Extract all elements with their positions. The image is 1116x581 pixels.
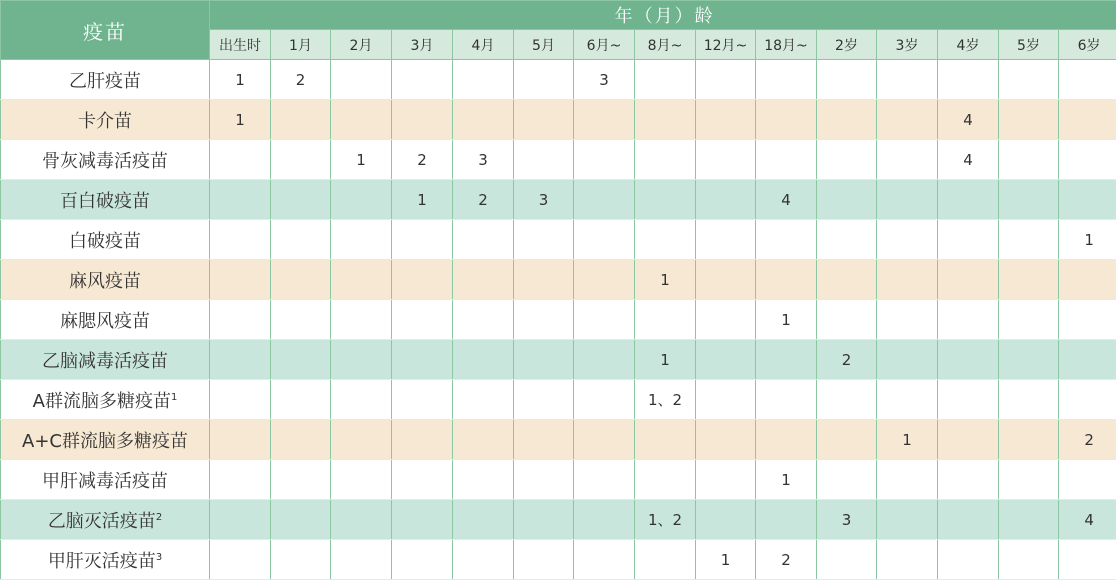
dose-cell	[1059, 100, 1116, 140]
vaccine-name	[1, 300, 210, 340]
dose-cell	[453, 500, 514, 540]
vaccine-name	[1, 60, 210, 100]
table-row	[1, 540, 1116, 580]
footnote-marker: 3	[155, 551, 163, 563]
dose-cell	[210, 260, 271, 300]
age-column-label: 1月	[271, 30, 331, 60]
dose-cell	[574, 220, 635, 260]
dose-cell	[453, 540, 514, 580]
vaccine-name	[1, 180, 210, 220]
footnote-marker: 1	[170, 391, 178, 403]
dose-cell	[696, 220, 756, 260]
vaccine-name-text: 甲肝减毒活疫苗	[42, 470, 168, 492]
vaccine-name-text: 白破疫苗	[69, 230, 141, 252]
dose-cell	[696, 500, 756, 540]
dose-cell	[877, 260, 938, 300]
dose-cell	[392, 300, 453, 340]
dose-cell: 4	[756, 180, 817, 220]
dose-cell	[210, 220, 271, 260]
dose-cell: 1	[696, 540, 756, 580]
dose-cell: 3	[453, 140, 514, 180]
dose-cell	[696, 340, 756, 380]
dose-cell	[938, 300, 999, 340]
dose-cell	[938, 220, 999, 260]
vaccine-name	[1, 100, 210, 140]
dose-cell	[817, 540, 877, 580]
dose-cell	[635, 460, 696, 500]
age-column-label: 3岁	[877, 30, 938, 60]
dose-cell: 3	[574, 60, 635, 100]
dose-cell	[877, 340, 938, 380]
dose-cell	[817, 140, 877, 180]
dose-cell: 2	[453, 180, 514, 220]
dose-cell	[331, 420, 392, 460]
dose-cell	[817, 100, 877, 140]
dose-cell	[392, 540, 453, 580]
dose-cell: 2	[817, 340, 877, 380]
dose-cell	[756, 380, 817, 420]
dose-cell	[696, 260, 756, 300]
table-row	[1, 100, 1116, 140]
dose-cell	[696, 460, 756, 500]
age-column-header: 年（月）龄	[210, 1, 1116, 30]
dose-cell	[756, 340, 817, 380]
dose-cell	[999, 260, 1059, 300]
dose-cell	[1059, 60, 1116, 100]
dose-cell	[938, 180, 999, 220]
dose-cell	[453, 300, 514, 340]
dose-cell	[817, 220, 877, 260]
dose-cell	[453, 460, 514, 500]
footnote-marker: 2	[155, 511, 163, 523]
dose-cell	[574, 380, 635, 420]
dose-cell	[453, 60, 514, 100]
dose-cell: 1、2	[635, 500, 696, 540]
dose-cell	[514, 260, 574, 300]
dose-cell	[1059, 140, 1116, 180]
dose-cell	[877, 540, 938, 580]
vaccine-column-header: 疫苗	[1, 1, 210, 60]
dose-cell	[210, 340, 271, 380]
dose-cell	[392, 100, 453, 140]
dose-cell	[574, 300, 635, 340]
age-column-label: 出生时	[210, 30, 271, 60]
dose-cell	[999, 300, 1059, 340]
dose-cell	[392, 500, 453, 540]
dose-cell	[938, 340, 999, 380]
dose-cell	[453, 340, 514, 380]
dose-cell	[392, 340, 453, 380]
dose-cell	[271, 260, 331, 300]
dose-cell	[635, 540, 696, 580]
dose-cell	[331, 540, 392, 580]
dose-cell	[817, 380, 877, 420]
dose-cell	[756, 260, 817, 300]
dose-cell	[210, 140, 271, 180]
dose-cell	[514, 380, 574, 420]
dose-cell	[210, 500, 271, 540]
dose-cell	[635, 220, 696, 260]
dose-cell	[331, 460, 392, 500]
table-row	[1, 420, 1116, 460]
dose-cell	[756, 140, 817, 180]
dose-cell: 3	[514, 180, 574, 220]
dose-cell	[999, 540, 1059, 580]
dose-cell	[756, 500, 817, 540]
dose-cell	[1059, 460, 1116, 500]
dose-cell	[938, 260, 999, 300]
dose-cell	[635, 100, 696, 140]
dose-cell	[574, 420, 635, 460]
age-column-label: 18月~	[756, 30, 817, 60]
dose-cell	[514, 300, 574, 340]
vaccine-name	[1, 500, 210, 540]
dose-cell	[514, 500, 574, 540]
vaccine-name-text: 麻腮风疫苗	[60, 310, 150, 332]
dose-cell	[877, 180, 938, 220]
vaccine-name-text: 甲肝灭活疫苗	[47, 550, 156, 572]
dose-cell	[271, 140, 331, 180]
dose-cell	[574, 180, 635, 220]
table-row	[1, 380, 1116, 420]
dose-cell	[1059, 540, 1116, 580]
dose-cell	[999, 460, 1059, 500]
dose-cell	[817, 180, 877, 220]
dose-cell	[453, 420, 514, 460]
dose-cell	[999, 340, 1059, 380]
dose-cell: 1	[210, 60, 271, 100]
dose-cell	[331, 260, 392, 300]
dose-cell	[331, 180, 392, 220]
dose-cell: 1	[877, 420, 938, 460]
dose-cell	[271, 300, 331, 340]
dose-cell	[210, 180, 271, 220]
table-row	[1, 260, 1116, 300]
dose-cell	[392, 460, 453, 500]
age-column-label: 2岁	[817, 30, 877, 60]
dose-cell	[999, 380, 1059, 420]
dose-cell	[877, 220, 938, 260]
dose-cell	[331, 500, 392, 540]
dose-cell	[817, 300, 877, 340]
table-row	[1, 180, 1116, 220]
dose-cell	[877, 500, 938, 540]
table-row	[1, 300, 1116, 340]
dose-cell	[756, 60, 817, 100]
dose-cell	[514, 60, 574, 100]
vaccine-name	[1, 140, 210, 180]
dose-cell	[817, 60, 877, 100]
vaccine-name	[1, 380, 210, 420]
dose-cell: 1	[1059, 220, 1116, 260]
vaccine-name	[1, 540, 210, 580]
age-column-label: 5月	[514, 30, 574, 60]
dose-cell	[1059, 300, 1116, 340]
dose-cell	[756, 220, 817, 260]
dose-cell	[574, 460, 635, 500]
table-row	[1, 60, 1116, 100]
age-column-label: 3月	[392, 30, 453, 60]
table-row	[1, 140, 1116, 180]
dose-cell	[331, 220, 392, 260]
dose-cell	[635, 60, 696, 100]
dose-cell	[574, 100, 635, 140]
dose-cell	[938, 500, 999, 540]
vaccine-name	[1, 220, 210, 260]
table-row	[1, 500, 1116, 540]
dose-cell	[453, 380, 514, 420]
vaccine-name-text: 乙肝疫苗	[69, 70, 141, 92]
dose-cell	[635, 420, 696, 460]
dose-cell	[210, 540, 271, 580]
dose-cell	[210, 420, 271, 460]
table-row	[1, 220, 1116, 260]
dose-cell	[331, 380, 392, 420]
dose-cell: 1	[331, 140, 392, 180]
dose-cell	[696, 140, 756, 180]
dose-cell	[635, 180, 696, 220]
dose-cell	[877, 460, 938, 500]
dose-cell	[1059, 340, 1116, 380]
dose-cell	[331, 300, 392, 340]
dose-cell	[1059, 380, 1116, 420]
dose-cell	[574, 140, 635, 180]
dose-cell	[938, 420, 999, 460]
dose-cell	[331, 60, 392, 100]
dose-cell: 2	[392, 140, 453, 180]
dose-cell: 1	[635, 340, 696, 380]
dose-cell: 2	[756, 540, 817, 580]
dose-cell	[210, 460, 271, 500]
dose-cell	[999, 420, 1059, 460]
dose-cell: 4	[938, 140, 999, 180]
dose-cell	[331, 340, 392, 380]
vaccine-name-text: 卡介苗	[78, 110, 132, 132]
vaccine-name	[1, 420, 210, 460]
dose-cell	[696, 380, 756, 420]
age-column-label: 6岁	[1059, 30, 1116, 60]
dose-cell	[696, 180, 756, 220]
dose-cell	[696, 100, 756, 140]
dose-cell: 4	[938, 100, 999, 140]
dose-cell	[877, 300, 938, 340]
dose-cell	[453, 260, 514, 300]
dose-cell	[696, 420, 756, 460]
dose-cell	[514, 340, 574, 380]
dose-cell	[392, 220, 453, 260]
dose-cell	[514, 100, 574, 140]
dose-cell	[696, 60, 756, 100]
dose-cell	[392, 420, 453, 460]
schedule-body	[1, 60, 1116, 580]
dose-cell	[938, 60, 999, 100]
dose-cell	[271, 220, 331, 260]
dose-cell: 2	[1059, 420, 1116, 460]
dose-cell	[635, 140, 696, 180]
dose-cell	[696, 300, 756, 340]
dose-cell	[514, 540, 574, 580]
dose-cell	[210, 380, 271, 420]
dose-cell	[938, 540, 999, 580]
dose-cell	[514, 220, 574, 260]
age-column-label: 12月~	[696, 30, 756, 60]
dose-cell	[877, 140, 938, 180]
vaccine-name-text: 乙脑减毒活疫苗	[42, 350, 168, 372]
dose-cell	[453, 220, 514, 260]
dose-cell	[817, 420, 877, 460]
dose-cell	[271, 500, 331, 540]
dose-cell	[817, 260, 877, 300]
dose-cell	[999, 220, 1059, 260]
dose-cell: 1	[756, 300, 817, 340]
vaccine-name-text: 麻风疫苗	[69, 270, 141, 292]
dose-cell	[392, 380, 453, 420]
dose-cell	[999, 180, 1059, 220]
dose-cell: 2	[271, 60, 331, 100]
age-column-label: 4月	[453, 30, 514, 60]
dose-cell	[574, 500, 635, 540]
dose-cell	[756, 100, 817, 140]
age-column-label: 6月~	[574, 30, 635, 60]
age-column-label: 8月~	[635, 30, 696, 60]
dose-cell	[999, 100, 1059, 140]
dose-cell	[938, 460, 999, 500]
dose-cell	[877, 60, 938, 100]
dose-cell	[271, 100, 331, 140]
vaccine-name	[1, 460, 210, 500]
dose-cell: 1	[635, 260, 696, 300]
dose-cell: 3	[817, 500, 877, 540]
dose-cell: 1	[756, 460, 817, 500]
dose-cell	[999, 140, 1059, 180]
dose-cell	[1059, 260, 1116, 300]
dose-cell	[514, 420, 574, 460]
vaccine-name	[1, 340, 210, 380]
vaccine-name	[1, 260, 210, 300]
vaccine-name-text: 骨灰减毒活疫苗	[42, 150, 168, 172]
dose-cell	[635, 300, 696, 340]
dose-cell	[331, 100, 392, 140]
vaccine-name-text: 乙脑灭活疫苗	[47, 510, 156, 532]
dose-cell: 1、2	[635, 380, 696, 420]
table-row	[1, 340, 1116, 380]
dose-cell	[574, 340, 635, 380]
vaccine-name-text: A群流脑多糖疫苗	[32, 390, 171, 412]
dose-cell	[817, 460, 877, 500]
table-row	[1, 460, 1116, 500]
dose-cell	[877, 100, 938, 140]
dose-cell	[271, 460, 331, 500]
dose-cell	[271, 380, 331, 420]
dose-cell	[999, 500, 1059, 540]
dose-cell: 1	[210, 100, 271, 140]
dose-cell	[514, 460, 574, 500]
dose-cell	[938, 380, 999, 420]
dose-cell: 4	[1059, 500, 1116, 540]
dose-cell	[756, 420, 817, 460]
dose-cell	[574, 260, 635, 300]
dose-cell	[999, 60, 1059, 100]
vaccine-name-text: 百白破疫苗	[60, 190, 150, 212]
age-column-label: 4岁	[938, 30, 999, 60]
dose-cell	[392, 60, 453, 100]
dose-cell	[1059, 180, 1116, 220]
age-column-label: 5岁	[999, 30, 1059, 60]
dose-cell	[210, 300, 271, 340]
dose-cell	[453, 100, 514, 140]
dose-cell	[877, 380, 938, 420]
dose-cell	[574, 540, 635, 580]
dose-cell	[514, 140, 574, 180]
dose-cell	[271, 340, 331, 380]
dose-cell: 1	[392, 180, 453, 220]
dose-cell	[271, 420, 331, 460]
dose-cell	[392, 260, 453, 300]
dose-cell	[271, 540, 331, 580]
dose-cell	[271, 180, 331, 220]
age-column-label: 2月	[331, 30, 392, 60]
vaccine-name-text: A+C群流脑多糖疫苗	[22, 430, 188, 452]
